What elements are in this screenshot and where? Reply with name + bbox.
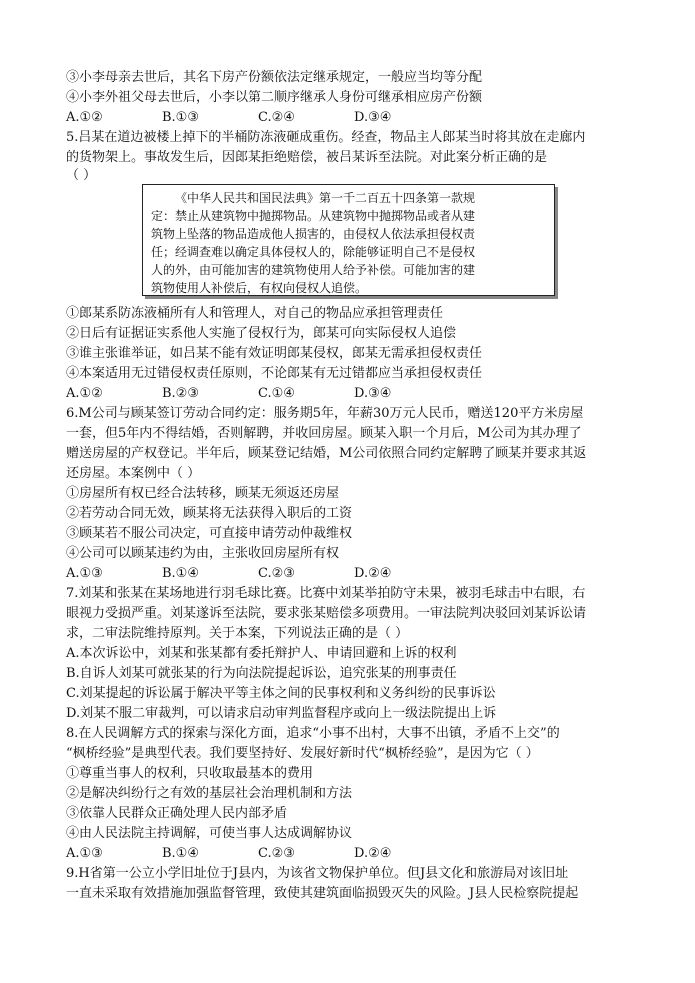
text-line: 还房屋。本案例中（ ）: [66, 466, 201, 481]
text-line: ③依靠人民群众正确处理人民内部矛盾: [66, 806, 288, 821]
quote-line: 《中华人民共和国民法典》第一千二百五十四条第一款规: [175, 191, 476, 205]
text-line: ②日后有证据证实系他人实施了侵权行为，郎某可向实际侵权人追偿: [66, 326, 457, 341]
option: C.②③: [258, 566, 295, 581]
question-7-stem: 7.刘某和张某在某场地进行羽毛球比赛。比赛中刘某举拍防守未果，被羽毛球击中右眼，右: [66, 586, 586, 601]
option: C.②④: [258, 110, 295, 125]
quote-line: 人的外，由可能加害的建筑物使用人给予补偿。可能加害的建: [151, 263, 476, 277]
option: B.①④: [162, 566, 199, 581]
text-line: ④由人民法院主持调解，可使当事人达成调解协议: [66, 826, 353, 841]
question-6-stem: 6.M公司与顾某签订劳动合同约定：服务期5年，年薪30万元人民币，赠送120平方米房屋: [66, 406, 584, 421]
text-line: ④小李外祖父母去世后，小李以第二顺序继承人身份可继承相应房产份额: [66, 90, 483, 105]
text-line: ②是解决纠纷行之有效的基层社会治理机制和方法: [66, 786, 353, 801]
text-line: 的货物架上。事故发生后，因郎某拒绝赔偿，被吕某诉至法院。对此案分析正确的是: [66, 150, 548, 165]
text-line: ④公司可以顾某违约为由，主张收回房屋所有权: [66, 546, 340, 561]
quote-line: 筑物使用人补偿后，有权向侵权人追偿。: [151, 281, 368, 295]
question-5-stem: 5.吕某在道边被楼上掉下的半桶防冻液砸成重伤。经查，物品主人郎某当时将其放在走廊内: [66, 130, 586, 145]
text-line: ①郎某系防冻液桶所有人和管理人，对自己的物品应承担管理责任: [66, 306, 444, 321]
option: D.②④: [354, 846, 392, 861]
option: D.②④: [354, 566, 392, 581]
answer-options: [66, 108, 450, 127]
option: D.③④: [354, 110, 392, 125]
text-line: 眼视力受损严重。刘某遂诉至法院，要求张某赔偿多项费用。一审法院判决驳回刘某诉讼请: [66, 606, 587, 621]
question-8-stem: 8.在人民调解方式的探索与深化方面，追求“小事不出村，大事不出镇，矛盾不上交”的: [66, 726, 560, 741]
answer-options: [66, 564, 450, 583]
law-quote-box: [142, 184, 555, 296]
text-line: C.刘某提起的诉讼属于解决平等主体之间的民事权利和义务纠纷的民事诉讼: [66, 686, 496, 701]
text-line: 求，二审法院维持原判。关于本案，下列说法正确的是（ ）: [66, 626, 409, 641]
quote-line: 任；经调查难以确定具体侵权人的，除能够证明自己不是侵权: [151, 245, 476, 259]
answer-options: [66, 844, 450, 863]
text-line: ③谁主张谁举证，如吕某不能有效证明郎某侵权，郎某无需承担侵权责任: [66, 346, 483, 361]
text-line: B.自诉人刘某可就张某的行为向法院提起诉讼，追究张某的刑事责任: [66, 666, 457, 681]
quote-line: 定：禁止从建筑物中抛掷物品。从建筑物中抛掷物品或者从建: [151, 209, 476, 223]
text-line: 赠送房屋的产权登记。半年后，顾某登记结婚，M公司依照合同约定解聘了顾某并要求其返: [66, 446, 587, 461]
text-line: ①房屋所有权已经合法转移，顾某无须返还房屋: [66, 486, 340, 501]
option: B.①④: [162, 846, 199, 861]
option: C.①④: [258, 386, 295, 401]
text-line: ④本案适用无过错侵权责任原则，不论郎某有无过错都应当承担侵权责任: [66, 366, 483, 381]
quote-line: 筑物上坠落的物品造成他人损害的，由侵权人依法承担侵权责: [151, 227, 476, 241]
option: A.①②: [66, 386, 103, 401]
option: A.①③: [66, 846, 103, 861]
answer-blank: （ ）: [66, 168, 97, 183]
text-line: “枫桥经验”是典型代表。我们要坚持好、发展好新时代“枫桥经验”，是因为它（ ）: [66, 746, 539, 761]
text-line: ③小李母亲去世后，其名下房产份额依法定继承规定，一般应当均等分配: [66, 70, 483, 85]
question-9-stem: 9.H省第一公立小学旧址位于J县内，为该省文物保护单位。但J县文化和旅游局对该旧址: [66, 866, 569, 881]
answer-options: [66, 384, 450, 403]
text-line: ②若劳动合同无效，顾某将无法获得入职后的工资: [66, 506, 353, 521]
text-line: 一套，但5年内不得结婚，否则解聘，并收回房屋。顾某入职一个月后，M公司为其办理了: [66, 426, 582, 441]
option: B.②③: [162, 386, 199, 401]
text-line: ③顾某若不服公司决定，可直接申请劳动仲裁维权: [66, 526, 353, 541]
text-line: D.刘某不服二审裁判，可以请求启动审判监督程序或向上一级法院提出上诉: [66, 706, 497, 721]
option: A.①③: [66, 566, 103, 581]
option: A.①②: [66, 110, 103, 125]
text-line: A.本次诉讼中，刘某和张某都有委托辩护人、申请回避和上诉的权利: [66, 646, 457, 661]
option: B.①③: [162, 110, 199, 125]
option: D.③④: [354, 386, 392, 401]
text-line: 一直未采取有效措施加强监督管理，致使其建筑面临损毁灭失的风险。J县人民检察院提起: [66, 886, 579, 901]
option: C.②③: [258, 846, 295, 861]
text-line: ①尊重当事人的权利，只收取最基本的费用: [66, 766, 314, 781]
